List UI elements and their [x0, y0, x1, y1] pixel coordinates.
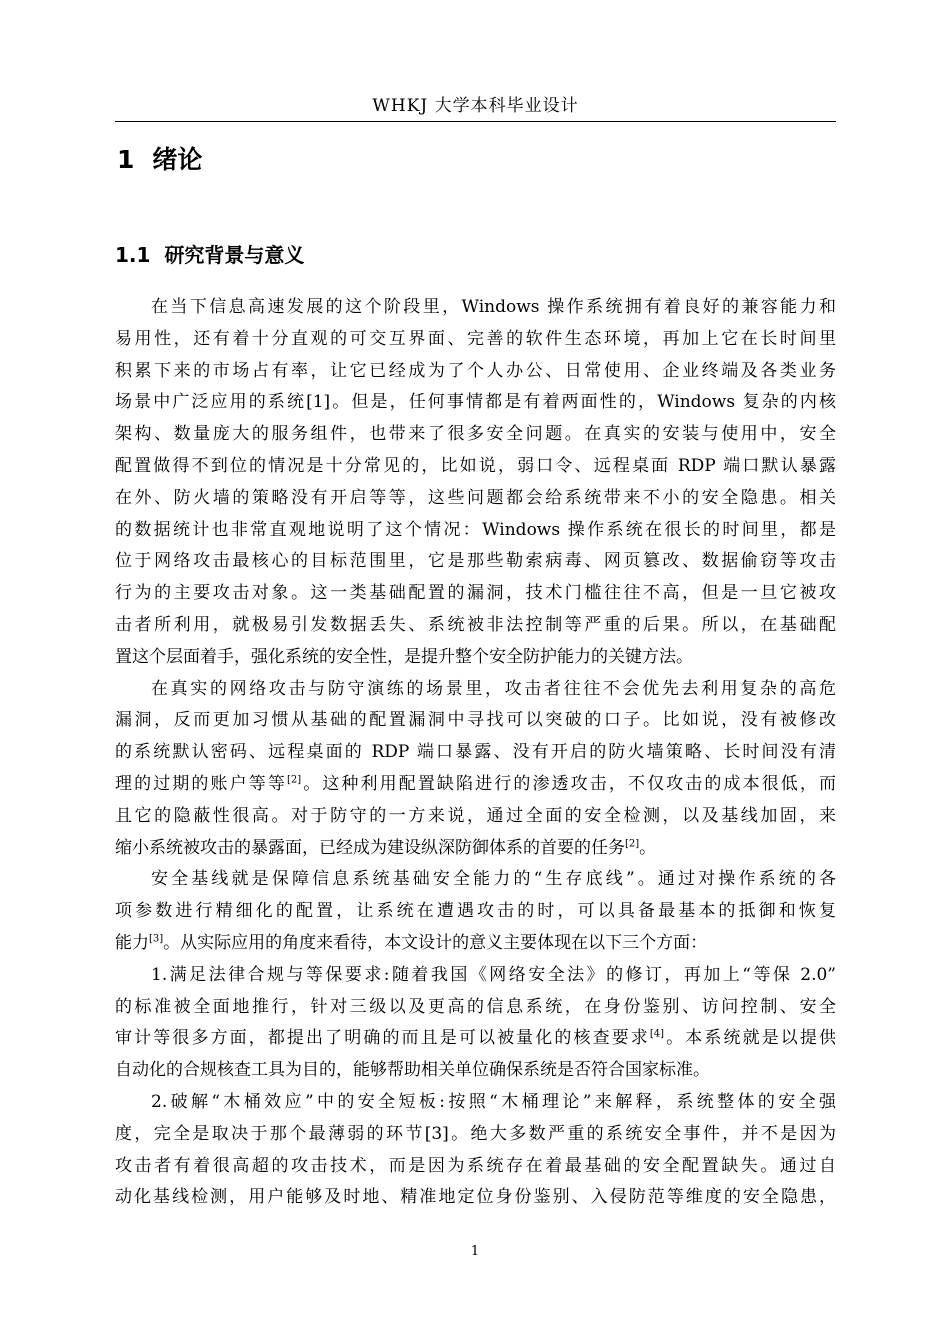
- paragraph-line: 击者所利用，就极易引发数据丢失、系统被非法控制等严重的后果。所以，在基础配: [115, 614, 836, 635]
- paragraph-line: 且它的隐蔽性很高。对于防守的一方来说，通过全面的安全检测，以及基线加固，来: [115, 805, 836, 826]
- paragraph-line: 1.满足法律合规与等保要求:随着我国《网络安全法》的修订，再加上“等保 2.0”: [151, 964, 836, 985]
- paragraph-line: 行为的主要攻击对象。这一类基础配置的漏洞，技术门槛往往不高，但是一旦它被攻: [115, 583, 836, 604]
- paragraph-line: 攻击者有着很高超的攻击技术，而是因为系统存在着最基础的安全配置缺失。通过自: [115, 1155, 836, 1176]
- paragraph-line: 2.破解“木桶效应”中的安全短板:按照“木桶理论”来解释，系统整体的安全强: [151, 1091, 836, 1112]
- page-number: 1: [470, 1244, 480, 1259]
- paragraph-line: 在真实的网络攻击与防守演练的场景里，攻击者往往不会优先去利用复杂的高危: [151, 678, 836, 699]
- paragraph-line: 理的过期的账户等等[2]。这种利用配置缺陷进行的渗透攻击，不仅攻击的成本很低，而: [115, 773, 837, 794]
- paragraph-line: 动化基线检测，用户能够及时地、精准地定位身份鉴别、入侵防范等维度的安全隐患，: [115, 1187, 836, 1208]
- section-heading: [115, 240, 304, 270]
- paragraph-line: 位于网络攻击最核心的目标范围里，它是那些勒索病毒、网页篡改、数据偷窃等攻击: [115, 551, 836, 572]
- paragraph-line: 在当下信息高速发展的这个阶段里，Windows 操作系统拥有着良好的兼容能力和: [151, 297, 836, 317]
- paragraph-line: 的标准被全面地推行，针对三级以及更高的信息系统，在身份鉴别、访问控制、安全: [115, 996, 836, 1017]
- paragraph-line: 能力[3]。从实际应用的角度来看待，本文设计的意义主要体现在以下三个方面：: [115, 932, 708, 953]
- paragraph-line: 漏洞，反而更加习惯从基础的配置漏洞中寻找可以突破的口子。比如说，没有被修改: [115, 710, 836, 731]
- paragraph-line: 场景中广泛应用的系统[1]。但是，任何事情都是有着两面性的，Windows 复杂的内核: [115, 392, 836, 413]
- paragraph-line: 自动化的合规核查工具为目的，能够帮助相关单位确保系统是否符合国家标准。: [115, 1060, 710, 1081]
- page-header: WHKJ 大学本科毕业设计: [372, 96, 579, 116]
- paragraph-line: 易用性，还有着十分直观的可交互界面、完善的软件生态环境，再加上它在长时间里: [115, 328, 836, 349]
- paragraph-line: 架构、数量庞大的服务组件，也带来了很多安全问题。在真实的安装与使用中，安全: [115, 424, 836, 445]
- section-title: 研究背景与意义: [164, 243, 305, 267]
- paragraph-line: 项参数进行精细化的配置，让系统在遭遇攻击的时，可以具备最基本的抵御和恢复: [115, 901, 836, 922]
- chapter-heading: [117, 142, 202, 178]
- paragraph-line: 安全基线就是保障信息系统基础安全能力的“生存底线”。通过对操作系统的各: [151, 869, 836, 890]
- paragraph-line: 置这个层面着手，强化系统的安全性，是提升整个安全防护能力的关键方法。: [115, 646, 693, 667]
- paragraph-line: 的数据统计也非常直观地说明了这个情况：Windows 操作系统在很长的时间里，都是: [115, 519, 836, 540]
- body-text: [115, 292, 836, 1214]
- paragraph-line: 度，完全是取决于那个最薄弱的环节[3]。绝大多数严重的系统安全事件，并不是因为: [115, 1123, 836, 1144]
- chapter-number: 1: [117, 145, 135, 174]
- paragraph-line: 配置做得不到位的情况是十分常见的，比如说，弱口令、远程桌面 RDP 端口默认暴露: [115, 455, 836, 476]
- section-number: 1.1: [115, 243, 151, 267]
- chapter-title: 绪论: [152, 145, 203, 174]
- header-rule: [115, 121, 836, 122]
- paragraph-line: 积累下来的市场占有率，让它已经成为了个人办公、日常使用、企业终端及各类业务: [115, 360, 836, 381]
- paragraph-line: 的系统默认密码、远程桌面的 RDP 端口暴露、没有开启的防火墙策略、长时间没有清: [115, 742, 836, 763]
- paragraph-line: 在外、防火墙的策略没有开启等等，这些问题都会给系统带来不小的安全隐患。相关: [115, 487, 836, 508]
- paragraph-line: 审计等很多方面，都提出了明确的而且是可以被量化的核查要求[4]。本系统就是以提供: [115, 1028, 837, 1049]
- paragraph-line: 缩小系统被攻击的暴露面，已经成为建设纵深防御体系的首要的任务[2]。: [115, 837, 657, 858]
